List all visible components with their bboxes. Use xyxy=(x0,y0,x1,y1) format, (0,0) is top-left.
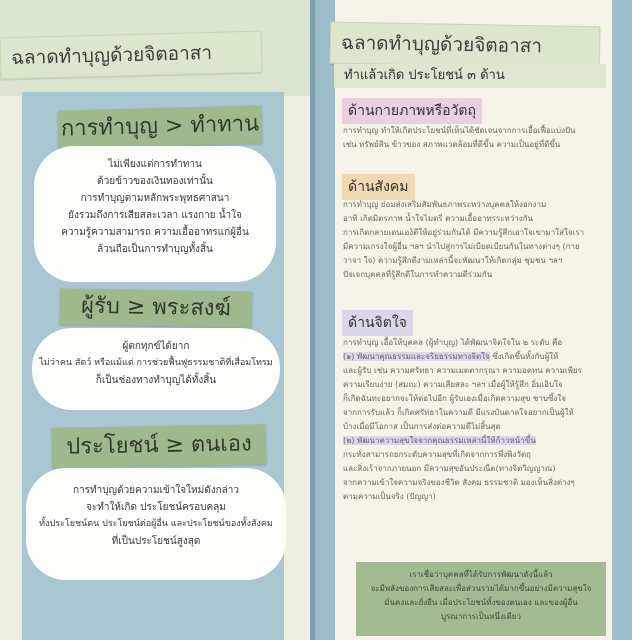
text-line xyxy=(343,434,613,448)
text-line: การทำบุญตามหลักพระพุทธศาสนา xyxy=(80,193,230,204)
right-subtitle: ทำแล้วเกิด ประโยชน์ ๓ ด้าน xyxy=(334,64,606,88)
text-line: และผู้รับ เช่น ความศรัทธา ความเมตตากรุณา ความอดทน ความเพียร xyxy=(343,366,582,375)
item-1-tail: ซึ่งเกิดขึ้นทั้งกับผู้ให้ xyxy=(492,352,559,361)
text-line: ความเรียบง่าย (สมถะ) ความเสียสละ ฯลฯ เมื่อผู้ให้รู้สึก อิ่มเอิบใจ xyxy=(343,380,563,389)
text-line: การเกิดกลายเดนเอง้ตีให้อยู่ร่วมกันได้ มีความรู้สึกเอาใจเขามาใส่ใจเรา xyxy=(343,228,585,237)
text-line: เราเชื่อว่าบุคคลที่ได้รับการพัฒนาดังนี้แล้ว xyxy=(409,570,553,579)
text-line: มีความเกรงใจผู้อื่น ฯลฯ นำไปสู่การไม่เบียดเบียนกันในทางต่างๆ (กาย xyxy=(343,242,580,251)
text-line: ด้วยข้าวของเงินทองเท่านั้น xyxy=(97,176,213,187)
cloud-phu-rap xyxy=(38,334,274,404)
text-line: อาทิ เกิดมิตรภาพ น้ำใจไมตรี ความเอื้ออาทรระหว่างกัน xyxy=(343,214,534,223)
item-1-highlight: (๑) พัฒนาคุณธรรมและจริยธรรมทางจิตใจ xyxy=(343,352,490,361)
text-line: บูรณาการเป็นหนึ่งเดียว xyxy=(441,612,521,621)
text-line: จะทำให้เกิด ประโยชน์ครอบคลุม xyxy=(86,502,226,513)
text-line: จากความเข้าใจความจริงของชีวิต สังคม ธรรมชาติ มองเห็นสิ่งต่างๆ xyxy=(343,478,575,487)
cloud-tam-bun xyxy=(40,152,270,276)
text-line: ความรู้ความสามารถ ความเอื้ออาทรแก่ผู้อื่น xyxy=(61,227,249,238)
section-title-physical: ด้านกายภาพหรือวัตถุ xyxy=(342,98,482,124)
text-line: กระทั่งสามารถยกระดับความสุขที่เกิดจากการพึ่งพิงวัตถุ xyxy=(343,450,531,459)
text-line: ไม่เพียงแต่การทำทาน xyxy=(108,159,202,170)
text-line: ไม่ว่าคน สัตว์ หรือแม้แต่ การช่วยฟื้นฟูธรรมชาติที่เสื่อมโทรม xyxy=(39,358,273,368)
right-side-strip-2 xyxy=(612,0,632,640)
text-line: มั่นคงและยั่งยืน เมื่อประโยชน์ทั้งของตนเอง และของผู้อื่น xyxy=(384,598,578,607)
text-line: จากการรับแล้ว ก็เกิดศรัทธาในความดี มีแรงบันดาลใจอยากเป็นผู้ให้ xyxy=(343,408,574,417)
text-line: และสิ่งเร้าจากภายนอก มีความสุขอันประณีต(ทางจิตวิญญาณ) xyxy=(343,464,556,473)
right-side-strip xyxy=(315,0,335,640)
heading-prayot: ประโยชน์ ≥ ตนเอง xyxy=(52,424,267,468)
text-line: ทั้งประโยชน์ตน ประโยชน์ต่อผู้อื่น และประโยชน์ของทั้งสังคม xyxy=(39,519,273,529)
left-title: ฉลาดทำบุญด้วยจิตอาสา xyxy=(0,31,263,80)
section-body-social xyxy=(343,198,613,282)
text-line: ปัจเจกบุคคลที่รู้สึกดีในการทำความดีร่วมกัน xyxy=(343,270,493,279)
text-line xyxy=(343,350,613,364)
heading-tam-bun: การทำบุญ > ทำทาน xyxy=(58,105,263,148)
text-line: ที่เป็นประโยชน์สูงสุด xyxy=(111,536,201,547)
section-title-social: ด้านสังคม xyxy=(342,174,415,200)
section-body-mental xyxy=(343,336,613,504)
text-line: ผู้ตกทุกข์ได้ยาก xyxy=(122,341,190,352)
text-line: การทำบุญ ทำให้เกิดประโยชน์ที่เห็นได้ชัดเจนจากการเอื้อเฟื้อแบ่งปัน xyxy=(343,126,576,135)
heading-phu-rap: ผู้รับ ≥ พระสงฆ์ xyxy=(60,288,253,327)
section-body-physical xyxy=(343,124,613,152)
text-line: การทำบุญด้วยความเข้าใจใหม่ดังกล่าว xyxy=(72,485,240,496)
text-line: วาจา ใจ) ความรู้สึกดีงามเหล่านี้จะพัฒนาให้เกิดกลุ่ม ชุมชน ฯลฯ xyxy=(343,256,563,265)
text-line: จะมีพลังของการเสียสละเพื่อส่วนรวมได้มากขึ้นอย่างมีความสุขใจ xyxy=(370,584,592,593)
cloud-prayot xyxy=(32,474,280,574)
section-title-mental: ด้านจิตใจ xyxy=(342,310,413,336)
right-title: ฉลาดทำบุญด้วยจิตอาสา xyxy=(330,22,601,69)
text-line: การทำบุญ ย่อมส่งเสริมสัมพันธภาพระหว่างบุคคลให้งอกงาม xyxy=(343,200,547,209)
text-line: เช่น ทรัพย์สิน ข้าวของ สภาพแวดล้อมที่ดีขึ้น ความเป็นอยู่ที่ดีขึ้น xyxy=(343,140,561,149)
text-line: ก็เป็นช่องทางทำบุญได้ทั้งสิ้น xyxy=(95,375,217,386)
text-line: ล้วนถือเป็นการทำบุญทั้งสิ้น xyxy=(97,244,213,255)
text-line: บ้างเมื่อมีโอกาส เป็นการส่งต่อความดีไม่สิ้นสุด xyxy=(343,422,501,431)
footer-note xyxy=(356,562,606,636)
text-line: การทำบุญ เอื้อให้บุคคล (ผู้ทำบุญ) ได้พัฒนาจิตใจใน ๒ ระดับ คือ xyxy=(343,338,563,347)
text-line: ก็เกิดฉันทะอยากจะให้ต่อไปอีก ผู้รับเองเมื่อเกิดความสุข ชาบซึ้งใจ xyxy=(343,394,566,403)
item-2-highlight: (๒) พัฒนาความสุขใจจากคุณธรรมเหล่านี้ให้ก้าวหน้าขึ้น xyxy=(343,436,536,445)
text-line: ตามความเป็นจริง (ปัญญา) xyxy=(343,492,436,501)
text-line: ยังรวมถึงการเสียสละเวลา แรงกาย น้ำใจ xyxy=(68,210,242,221)
